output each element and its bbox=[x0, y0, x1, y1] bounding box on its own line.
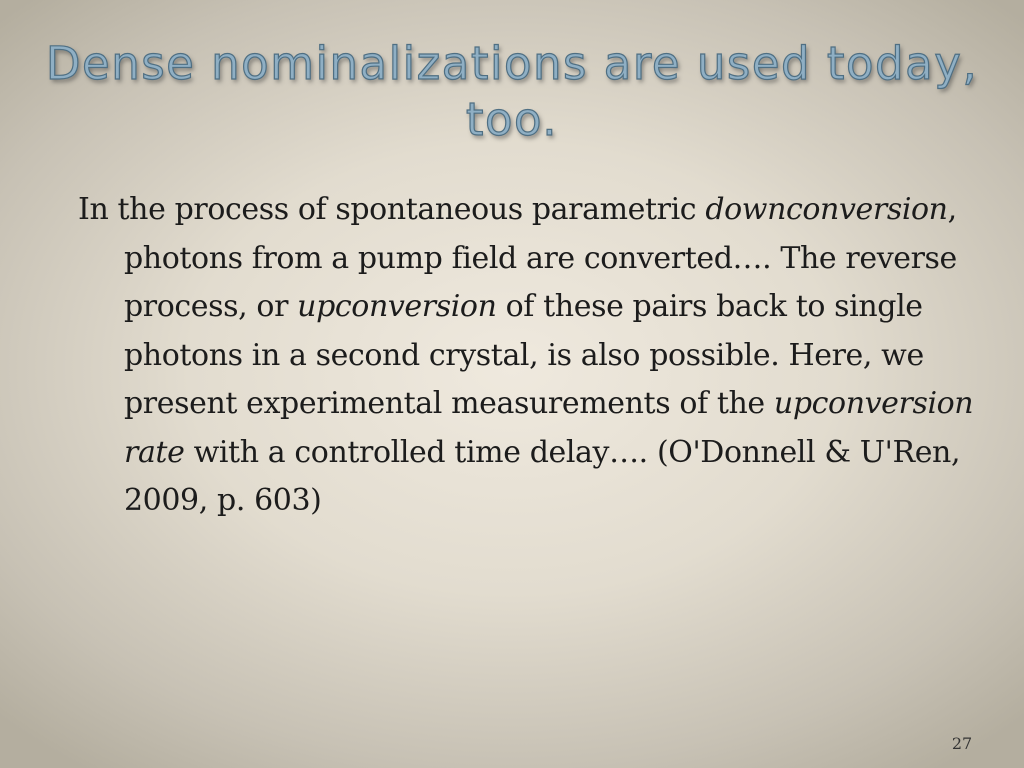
paragraph-text-2: , photons from a pump field are converted…. The reverse process, or bbox=[124, 192, 957, 324]
term-upconversion: upconversion bbox=[297, 289, 497, 324]
term-downconversion: downconversion bbox=[705, 192, 948, 227]
slide-title: Dense nominalizations are used today, too. bbox=[45, 37, 979, 146]
term-upconversion-rate: upconversion rate bbox=[124, 386, 974, 470]
page-number: 27 bbox=[951, 734, 973, 753]
paragraph-text-4: with a controlled time delay…. (O'Donnell & U'Ren, 2009, p. 603) bbox=[124, 434, 961, 518]
quote-paragraph bbox=[78, 186, 1004, 526]
paragraph-text-3: of these pairs back to single photons in a second crystal, is also possible. Here, we present experimental measurements of the bbox=[124, 289, 924, 421]
paragraph-text-1: In the process of spontaneous parametric bbox=[78, 192, 706, 227]
